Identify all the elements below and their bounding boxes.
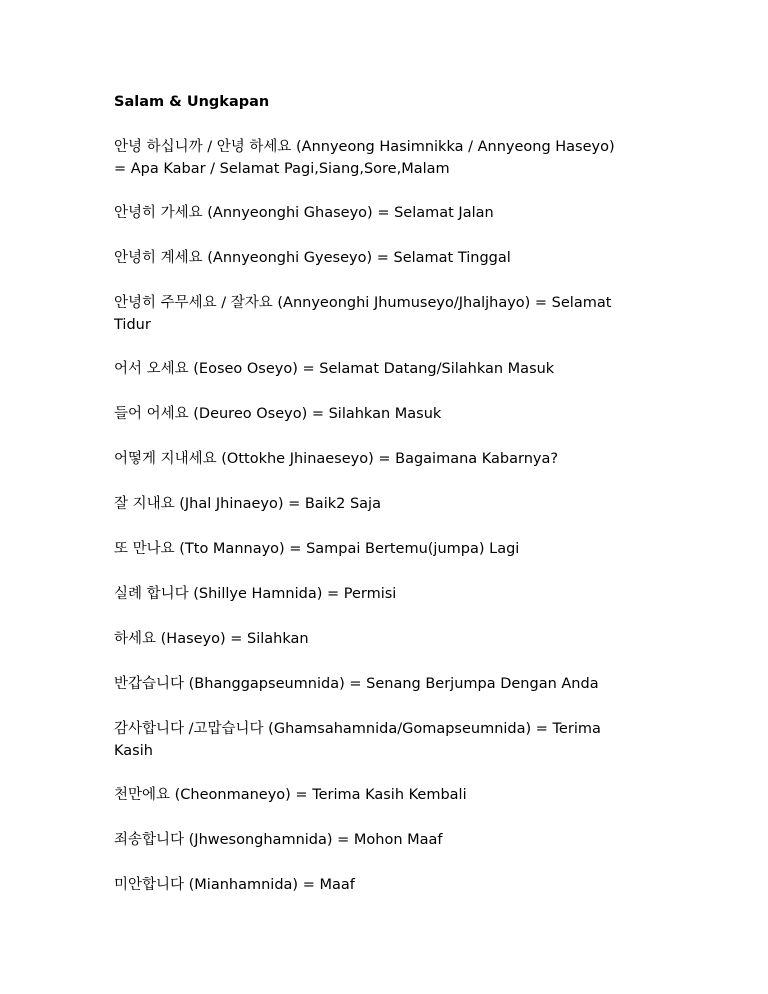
phrase-entry [114, 628, 659, 650]
phrase-line: 천만에요 (Cheonmaneyo) = Terima Kasih Kembali [114, 787, 467, 803]
phrase-line: 어서 오세요 (Eoseo Oseyo) = Selamat Datang/Silahkan Masuk [114, 361, 555, 377]
phrase-line: Tidur [114, 317, 151, 333]
phrase-entry [114, 247, 659, 269]
phrase-entry [114, 673, 659, 695]
phrase-line: 하세요 (Haseyo) = Silahkan [114, 631, 309, 647]
phrase-entry [114, 493, 659, 515]
phrase-line: 잘 지내요 (Jhal Jhinaeyo) = Baik2 Saja [114, 496, 381, 512]
phrase-entry [114, 784, 659, 806]
phrase-line: 죄송합니다 (Jhwesonghamnida) = Mohon Maaf [114, 832, 443, 848]
phrase-line: 감사합니다 /고맙습니다 (Ghamsahamnida/Gomapseumnida) = Terima [114, 721, 601, 737]
phrase-line: 미안합니다 (Mianhamnida) = Maaf [114, 877, 355, 893]
phrase-entry [114, 829, 659, 851]
phrase-line: Kasih [114, 743, 153, 759]
phrase-line: 안녕히 계세요 (Annyeonghi Gyeseyo) = Selamat Tinggal [114, 250, 511, 266]
phrase-line: 실례 합니다 (Shillye Hamnida) = Permisi [114, 586, 397, 602]
phrase-line: 안녕히 가세요 (Annyeonghi Ghaseyo) = Selamat Jalan [114, 205, 494, 221]
document-title: Salam & Ungkapan [114, 94, 270, 110]
phrase-entry [114, 202, 659, 224]
phrase-line: 안녕 하십니까 / 안녕 하세요 (Annyeong Hasimnikka / Annyeong Haseyo) [114, 139, 615, 155]
phrase-entry [114, 358, 659, 380]
phrase-entry [114, 583, 659, 605]
phrase-line: = Apa Kabar / Selamat Pagi,Siang,Sore,Malam [114, 161, 450, 177]
phrase-entry [114, 538, 659, 560]
phrase-line: 안녕히 주무세요 / 잘자요 (Annyeonghi Jhumuseyo/Jhaljhayo) = Selamat [114, 295, 612, 311]
phrase-line: 반갑습니다 (Bhanggapseumnida) = Senang Berjumpa Dengan Anda [114, 676, 599, 692]
phrase-line: 어떻게 지내세요 (Ottokhe Jhinaeseyo) = Bagaimana Kabarnya? [114, 451, 559, 467]
phrase-entry [114, 292, 659, 336]
phrase-line: 또 만나요 (Tto Mannayo) = Sampai Bertemu(jumpa) Lagi [114, 541, 520, 557]
phrase-entry [114, 448, 659, 470]
phrase-entry [114, 136, 659, 180]
document-content [114, 91, 659, 919]
phrase-entry [114, 403, 659, 425]
phrase-entry [114, 874, 659, 896]
phrase-line: 들어 어세요 (Deureo Oseyo) = Silahkan Masuk [114, 406, 442, 422]
phrase-entry [114, 718, 659, 762]
